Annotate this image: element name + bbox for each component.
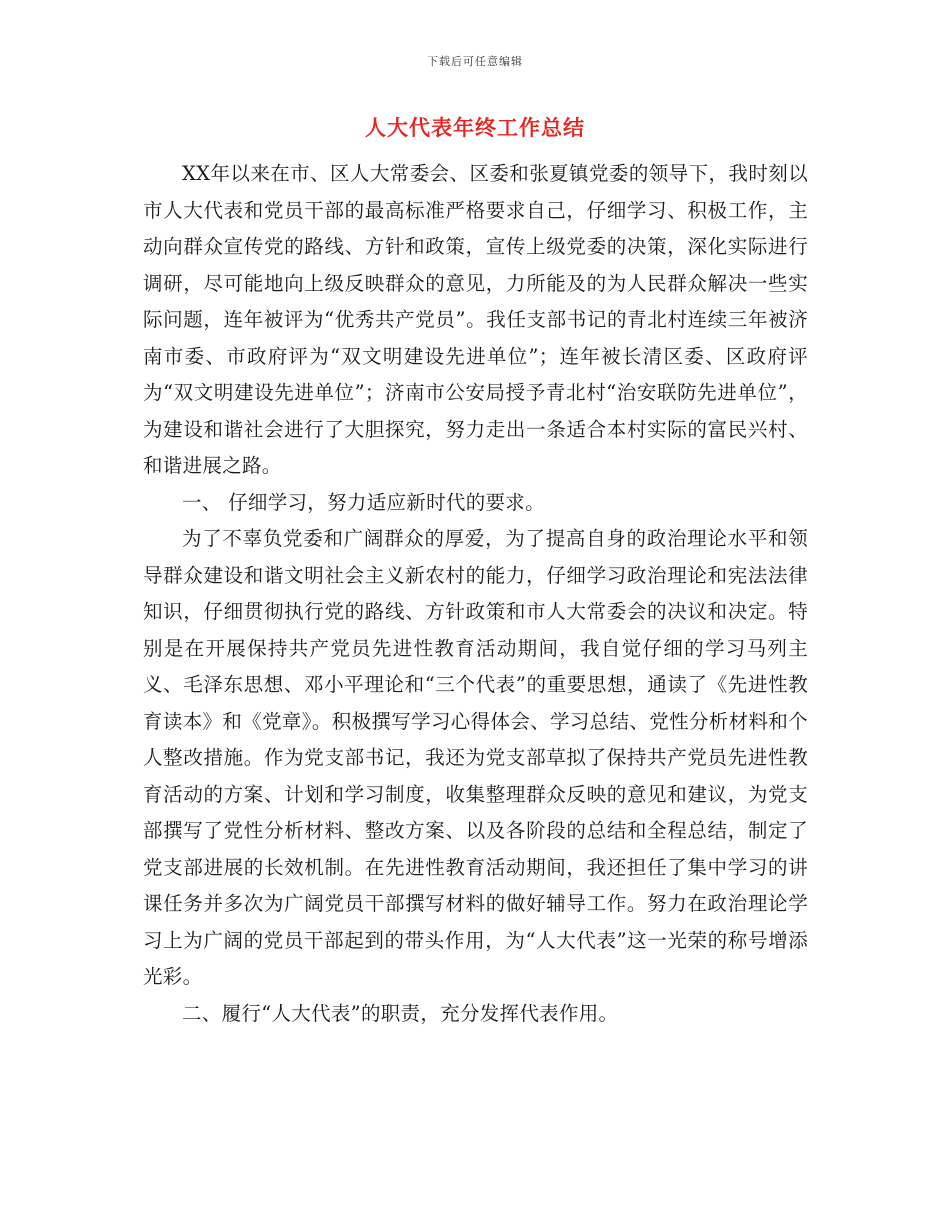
section-heading-1: 一、 仔细学习，努力适应新时代的要求。 (182, 490, 545, 514)
document-title: 人大代表年终工作总结 (365, 115, 585, 140)
page-header-note: 下载后可任意编辑 (427, 55, 523, 68)
section-heading-2: 二、履行“人大代表”的职责，充分发挥代表作用。 (182, 1001, 619, 1025)
paragraph-section-1: 为了不辜负党委和广阔群众的厚爱，为了提高自身的政治理论水平和领导群众建设和谐文明社会主义新农村的能力，仔细学习政治理论和宪法法律知识，仔细贯彻执行党的路线、方针政策和市人大常委会的决议和决定。特别是在开展保持共产党员先进性教育活动期间，我自觉仔细的学习马列主义、毛泽东思想、邓小平理论和“三个代表”的重要思想，通读了《先进性教育读本》和《党章》。积极撰写学习心得体会、学习总结、党性分析材料和个人整改措施。作为党支部书记，我还为党支部草拟了保持共产党员先进性教育活动的方案、计划和学习制度，收集整理群众反映的意见和建议，为党支部撰写了党性分析材料、整改方案、以及各阶段的总结和全程总结，制定了党支部进展的长效机制。在先进性教育活动期间，我还担任了集中学习的讲课任务并多次为广阔党员干部撰写材料的做好辅导工作。努力在政治理论学习上为广阔的党员干部起到的带头作用，为“人大代表”这一光荣的称号增添光彩。 (143, 527, 808, 988)
document-body (143, 156, 808, 1032)
paragraph-intro: XX年以来在市、区人大常委会、区委和张夏镇党委的领导下，我时刻以市人大代表和党员干部的最高标准严格要求自己，仔细学习、积极工作，主动向群众宣传党的路线、方针和政策，宣传上级党委的决策，深化实际进行调研，尽可能地向上级反映群众的意见，力所能及的为人民群众解决一些实际问题，连年被评为“优秀共产党员”。我任支部书记的青北村连续三年被济南市委、市政府评为“双文明建设先进单位”；连年被长清区委、区政府评为“双文明建设先进单位”；济南市公安局授予青北村“治安联防先进单位”，为建设和谐社会进行了大胆探究，努力走出一条适合本村实际的富民兴村、和谐进展之路。 (143, 162, 808, 477)
